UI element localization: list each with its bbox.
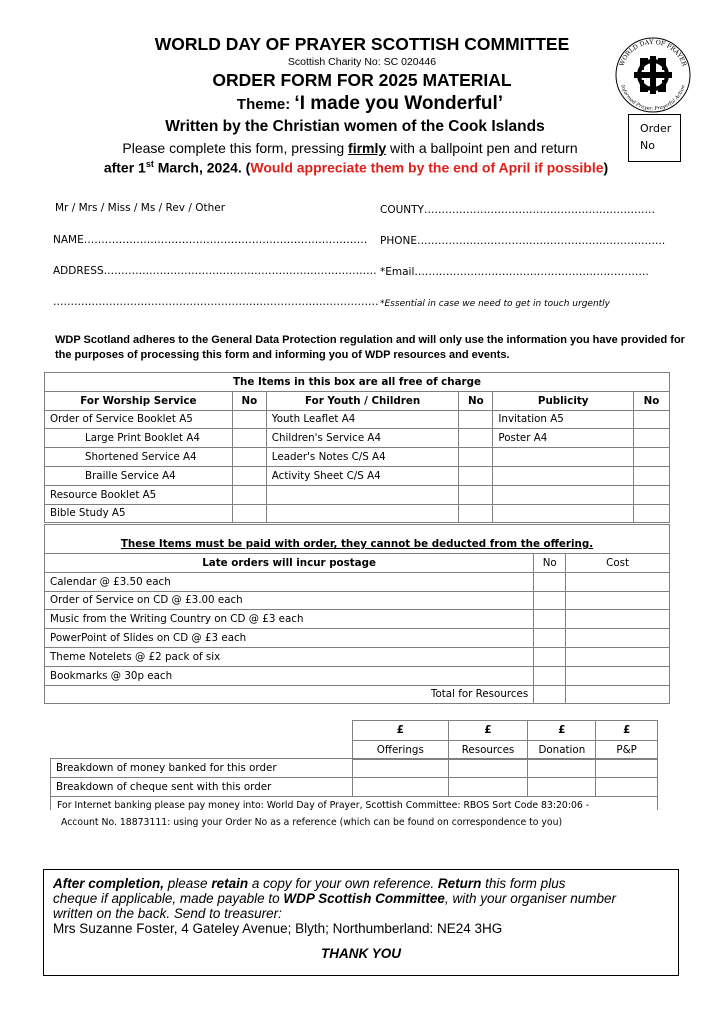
- amount-cell[interactable]: [448, 778, 528, 797]
- amount-cell[interactable]: [596, 759, 658, 778]
- youth-item: [266, 485, 459, 504]
- thank-you: THANK YOU: [320, 946, 401, 961]
- currency-symbol: £: [528, 721, 596, 741]
- qty-cell[interactable]: [232, 448, 266, 467]
- cost-cell[interactable]: [566, 591, 670, 610]
- qty-cell[interactable]: [534, 572, 566, 591]
- bank-note-line2: Account No. 18873111: using your Order No as a reference (which can be found on correspondence to you): [61, 816, 563, 828]
- date-rest: March, 2024. (: [153, 159, 251, 176]
- name-field[interactable]: NAME………………………………………………………………………: [53, 234, 368, 246]
- return-date: [0, 159, 712, 176]
- final-line2: cheque if applicable, made payable to WDP Scottish Committee, with your organiser number: [53, 891, 617, 906]
- qty-cell[interactable]: [534, 629, 566, 648]
- paid-item: Theme Notelets @ £2 pack of six: [45, 647, 534, 666]
- table-row: [51, 778, 658, 797]
- amount-cell[interactable]: [352, 778, 448, 797]
- qty-cell[interactable]: [534, 591, 566, 610]
- worship-item: Order of Service Booklet A5: [45, 410, 233, 429]
- return-instructions-box: [43, 869, 679, 976]
- table-row: [45, 410, 670, 429]
- table-row: [45, 485, 670, 504]
- title-field[interactable]: Mr / Mrs / Miss / Ms / Rev / Other: [55, 202, 226, 214]
- col-cost: Cost: [566, 554, 670, 573]
- date-close: ): [603, 159, 609, 176]
- worship-item: Braille Service A4: [45, 466, 233, 485]
- worship-item: Bible Study A5: [45, 504, 233, 523]
- cost-cell[interactable]: [566, 629, 670, 648]
- county-field[interactable]: COUNTY…………………………………………………………: [380, 204, 655, 216]
- free-items-table: [44, 372, 670, 523]
- banked-label: Breakdown of money banked for this order: [51, 759, 353, 778]
- youth-item: Activity Sheet C/S A4: [266, 466, 459, 485]
- order-label: Order: [640, 122, 672, 135]
- bank-note: [57, 798, 657, 831]
- publicity-item: [493, 448, 634, 467]
- table-row: [45, 591, 670, 610]
- address-field[interactable]: ADDRESS……………………………………………………………………: [53, 265, 377, 277]
- final-line3: written on the back. Send to treasurer:: [53, 906, 282, 921]
- qty-cell[interactable]: [534, 666, 566, 685]
- form-subtitle: ORDER FORM FOR 2025 MATERIAL: [212, 70, 512, 90]
- cost-cell[interactable]: [566, 647, 670, 666]
- cost-cell[interactable]: [566, 666, 670, 685]
- qty-cell[interactable]: [459, 448, 493, 467]
- col-no: No: [634, 391, 670, 410]
- instructions: [0, 140, 700, 156]
- publicity-item: Poster A4: [493, 429, 634, 448]
- col-no: No: [232, 391, 266, 410]
- qty-cell[interactable]: [634, 410, 670, 429]
- email-field[interactable]: *Email………………………………………………………….: [380, 266, 649, 278]
- table-row: [51, 759, 658, 778]
- free-items-heading: The Items in this box are all free of charge: [45, 373, 670, 392]
- qty-cell[interactable]: [634, 504, 670, 523]
- gdpr-notice: WDP Scotland adheres to the General Data Protection regulation and will only use the information you have provided for the purposes of processing this form and informing you of WDP resources and events.: [55, 334, 685, 361]
- qty-cell[interactable]: [459, 466, 493, 485]
- table-row: [45, 629, 670, 648]
- logo-text-bottom: Informed Prayer, Prayerful Action: [619, 84, 687, 113]
- worship-item: Resource Booklet A5: [45, 485, 233, 504]
- currency-symbol: £: [448, 721, 528, 741]
- publicity-item: [493, 485, 634, 504]
- currency-symbol: £: [353, 721, 449, 741]
- paid-item: Bookmarks @ 30p each: [45, 666, 534, 685]
- qty-cell[interactable]: [634, 466, 670, 485]
- qty-cell[interactable]: [534, 647, 566, 666]
- col-no: No: [459, 391, 493, 410]
- email-note: *Essential in case we need to get in touch urgently: [380, 299, 611, 309]
- theme-label: Theme:: [236, 96, 295, 113]
- order-no-label: No: [640, 139, 655, 152]
- qty-cell[interactable]: [459, 485, 493, 504]
- worship-item: Large Print Booklet A4: [45, 429, 233, 448]
- qty-cell[interactable]: [459, 410, 493, 429]
- amount-cell[interactable]: [528, 778, 596, 797]
- qty-cell[interactable]: [232, 466, 266, 485]
- table-row: [45, 572, 670, 591]
- amount-cell[interactable]: [596, 778, 658, 797]
- instr-before: Please complete this form, pressing: [122, 140, 349, 156]
- date-after: after 1: [103, 159, 146, 176]
- currency-symbol: £: [596, 721, 658, 741]
- money-breakdown-table: [50, 758, 658, 797]
- amount-cell[interactable]: [352, 759, 448, 778]
- money-header-table: [352, 720, 658, 760]
- instr-after: with a ballpoint pen and return: [386, 140, 578, 156]
- bank-note-line1: For Internet banking please pay money into: World Day of Prayer, Scottish Committee: RBOS Sort Code 83:20:06 -: [57, 800, 590, 811]
- col-resources: Resources: [448, 740, 528, 760]
- publicity-item: [493, 466, 634, 485]
- youth-item: Youth Leaflet A4: [266, 410, 459, 429]
- wdp-logo: [614, 36, 692, 114]
- col-pp: P&P: [596, 740, 658, 760]
- publicity-item: Invitation A5: [493, 410, 634, 429]
- logo-cross-icon: [634, 56, 672, 94]
- date-red-note: Would appreciate them by the end of April if possible: [250, 159, 604, 176]
- table-row: [45, 610, 670, 629]
- worship-item: Shortened Service A4: [45, 448, 233, 467]
- phone-field[interactable]: PHONE……………………………………………………………..: [380, 235, 666, 247]
- amount-cell[interactable]: [528, 759, 596, 778]
- table-row: [45, 429, 670, 448]
- table-row: [45, 666, 670, 685]
- table-row: [45, 504, 670, 523]
- cost-cell[interactable]: [566, 610, 670, 629]
- charity-number: Scottish Charity No: SC 020446: [287, 56, 437, 68]
- order-number-box[interactable]: [628, 114, 681, 162]
- qty-cell[interactable]: [232, 410, 266, 429]
- qty-cell[interactable]: [232, 504, 266, 523]
- logo-text-top: WORLD DAY OF PRAYER: [618, 38, 688, 68]
- table-row: [45, 448, 670, 467]
- qty-cell[interactable]: [534, 610, 566, 629]
- col-worship: For Worship Service: [45, 391, 233, 410]
- qty-cell[interactable]: [634, 485, 670, 504]
- qty-cell[interactable]: [232, 485, 266, 504]
- col-publicity: Publicity: [493, 391, 634, 410]
- youth-item: [266, 504, 459, 523]
- youth-item: Leader's Notes C/S A4: [266, 448, 459, 467]
- paid-item: Calendar @ £3.50 each: [45, 572, 534, 591]
- paid-item: Music from the Writing Country on CD @ £3 each: [45, 610, 534, 629]
- cost-cell[interactable]: [566, 572, 670, 591]
- paid-items-table: [44, 524, 670, 704]
- table-row: [45, 647, 670, 666]
- late-orders-note: Late orders will incur postage: [45, 554, 534, 573]
- qty-cell[interactable]: [634, 448, 670, 467]
- col-youth: For Youth / Children: [266, 391, 459, 410]
- instr-firmly: firmly: [348, 140, 387, 156]
- qty-cell[interactable]: [634, 429, 670, 448]
- paid-item: Order of Service on CD @ £3.00 each: [45, 591, 534, 610]
- theme-name: ‘I made you Wonderful’: [294, 93, 504, 114]
- total-qty-cell[interactable]: [534, 685, 566, 704]
- qty-cell[interactable]: [232, 429, 266, 448]
- col-no: No: [534, 554, 566, 573]
- publicity-item: [493, 504, 634, 523]
- total-cost-cell[interactable]: [566, 685, 670, 704]
- paid-item: PowerPoint of Slides on CD @ £3 each: [45, 629, 534, 648]
- address-line-2[interactable]: …………………………………………………………………………………: [53, 296, 379, 308]
- cheque-label: Breakdown of cheque sent with this order: [51, 778, 353, 797]
- amount-cell[interactable]: [448, 759, 528, 778]
- total-label: Total for Resources: [45, 685, 534, 704]
- paid-items-heading: These Items must be paid with order, they cannot be deducted from the offering.: [45, 525, 670, 554]
- qty-cell[interactable]: [459, 429, 493, 448]
- youth-item: Children's Service A4: [266, 429, 459, 448]
- treasurer-address: Mrs Suzanne Foster, 4 Gateley Avenue; Blyth; Northumberland: NE24 3HG: [53, 921, 503, 936]
- form-title: WORLD DAY OF PRAYER SCOTTISH COMMITTEE: [154, 34, 570, 54]
- date-sup: st: [145, 159, 154, 169]
- table-row: [45, 466, 670, 485]
- written-by: Written by the Christian women of the Cook Islands: [165, 118, 545, 135]
- col-offerings: Offerings: [353, 740, 449, 760]
- final-line1: After completion, please retain a copy for your own reference. Return this form plus: [53, 876, 566, 891]
- col-donation: Donation: [528, 740, 596, 760]
- qty-cell[interactable]: [459, 504, 493, 523]
